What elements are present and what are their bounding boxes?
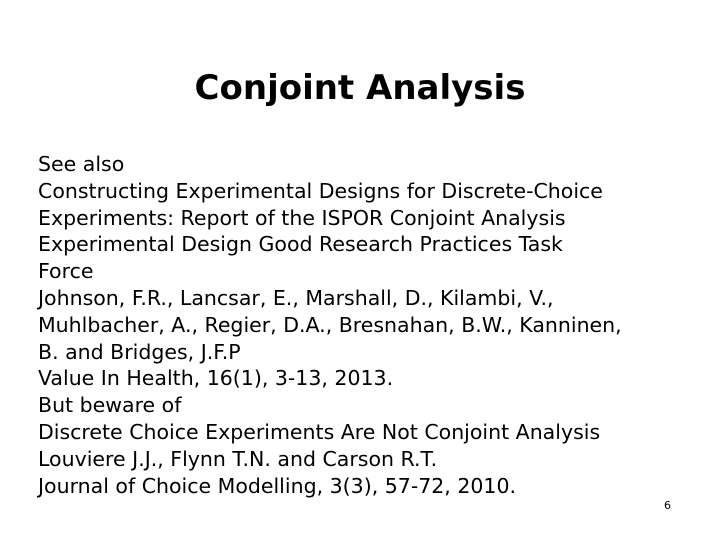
body-line-reference-journal: Value In Health, 16(1), 3-13, 2013.: [38, 366, 394, 391]
slide-title: Conjoint Analysis: [194, 68, 526, 108]
body-line-reference-authors: Johnson, F.R., Lancsar, E., Marshall, D., Kilambi, V.,: [38, 285, 554, 310]
body-line-reference-authors: B. and Bridges, J.F.P: [38, 339, 241, 364]
slide-body: [38, 151, 678, 499]
body-line-beware: But beware of: [38, 393, 182, 418]
body-line-reference-authors: Louviere J.J., Flynn T.N. and Carson R.T.: [38, 446, 438, 471]
body-line-see-also: See also: [38, 152, 125, 176]
body-line-reference-title: Experiments: Report of the ISPOR Conjoint Analysis: [38, 205, 566, 230]
body-line-reference-title: Discrete Choice Experiments Are Not Conjoint Analysis: [38, 419, 601, 444]
body-line-reference-title: Constructing Experimental Designs for Discrete-Choice: [38, 178, 603, 203]
body-line-reference-title: Experimental Design Good Research Practices Task: [38, 232, 563, 257]
body-line-reference-authors: Muhlbacher, A., Regier, D.A., Bresnahan, B.W., Kanninen,: [38, 312, 622, 337]
body-line-reference-journal: Journal of Choice Modelling, 3(3), 57-72, 2010.: [38, 473, 517, 498]
body-line-reference-title: Force: [38, 259, 94, 284]
page-number: 6: [664, 499, 671, 512]
